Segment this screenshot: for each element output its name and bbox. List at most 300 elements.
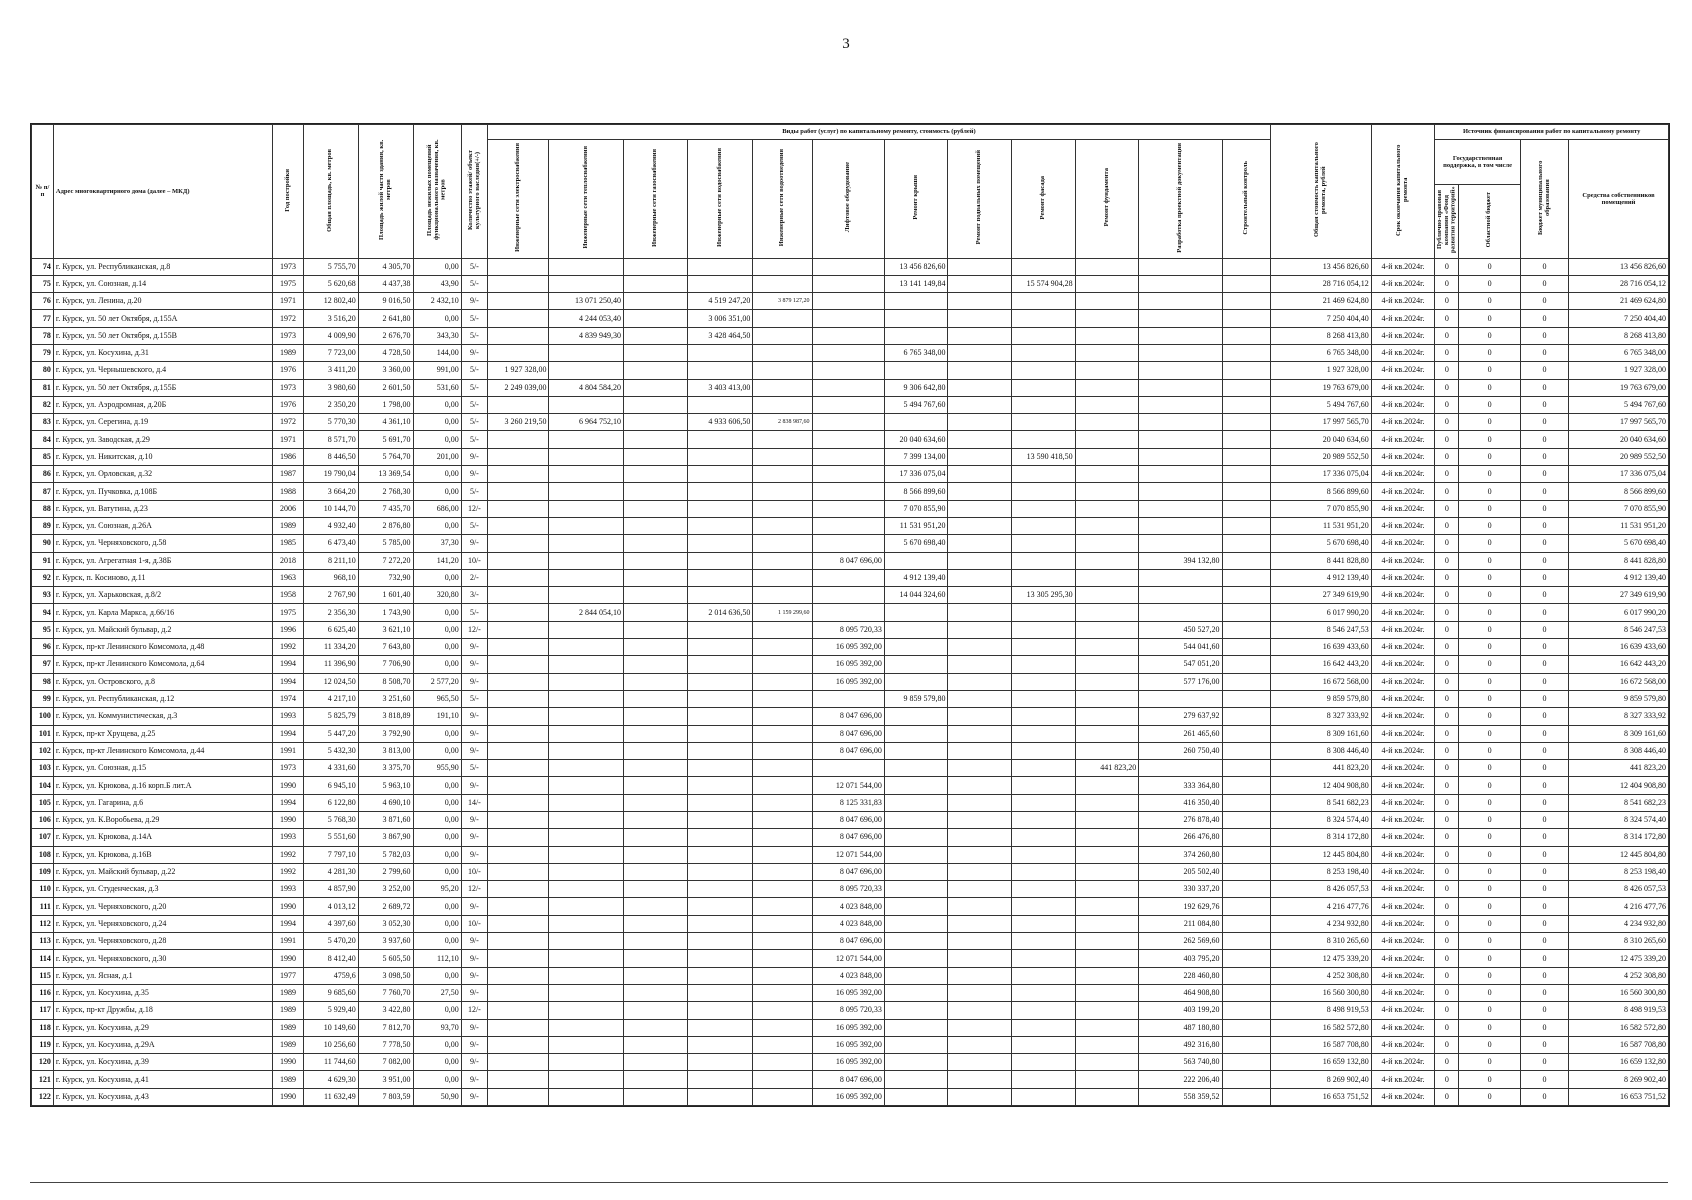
row-floors: 5/- — [461, 396, 487, 413]
row-work-cost — [1012, 794, 1076, 811]
row-work-cost: 4 023 848,00 — [812, 915, 884, 932]
row-work-cost — [687, 1019, 753, 1036]
row-number: 104 — [32, 777, 54, 794]
row-regional-amount: 0 — [1459, 777, 1520, 794]
row-work-cost — [687, 760, 753, 777]
row-total-cost: 20 989 552,50 — [1270, 448, 1371, 465]
row-work-cost: 4 519 247,20 — [687, 293, 753, 310]
row-number: 114 — [32, 950, 54, 967]
row-work-cost: 6 964 752,10 — [549, 414, 624, 431]
row-year: 1987 — [273, 466, 304, 483]
row-work-cost: 3 879 127,20 — [753, 293, 812, 310]
row-work-cost — [623, 742, 687, 759]
row-work-cost — [753, 742, 812, 759]
row-total-area: 968,10 — [303, 569, 358, 586]
row-work-cost — [884, 293, 948, 310]
row-work-cost: 16 095 392,00 — [812, 673, 884, 690]
row-owners-amount: 12 475 339,20 — [1569, 950, 1669, 967]
row-owners-amount: 8 308 446,40 — [1569, 742, 1669, 759]
row-work-cost — [488, 1002, 549, 1019]
row-work-cost: 2 014 636,50 — [687, 604, 753, 621]
row-work-cost — [1222, 863, 1270, 880]
row-floors: 5/- — [461, 275, 487, 292]
row-number: 90 — [32, 535, 54, 552]
row-work-cost — [753, 915, 812, 932]
row-work-cost — [1012, 379, 1076, 396]
row-work-cost — [1075, 984, 1139, 1001]
row-work-cost — [1012, 258, 1076, 275]
table-row — [32, 760, 1669, 777]
row-work-cost — [488, 569, 549, 586]
row-work-cost — [623, 898, 687, 915]
row-work-cost — [488, 483, 549, 500]
row-work-cost — [753, 1002, 812, 1019]
row-deadline: 4-й кв.2024г. — [1371, 1088, 1435, 1105]
row-number: 79 — [32, 344, 54, 361]
row-work-cost — [488, 1071, 549, 1088]
row-work-cost — [488, 517, 549, 534]
row-work-cost — [549, 396, 624, 413]
row-deadline: 4-й кв.2024г. — [1371, 587, 1435, 604]
row-work-cost: 9 306 642,80 — [884, 379, 948, 396]
row-work-cost — [884, 621, 948, 638]
row-work-cost — [753, 379, 812, 396]
row-total-area: 8 412,40 — [303, 950, 358, 967]
row-deadline: 4-й кв.2024г. — [1371, 310, 1435, 327]
row-nonliving-area: 0,00 — [413, 258, 461, 275]
row-total-cost: 7 070 855,90 — [1270, 500, 1371, 517]
table-row — [32, 1002, 1669, 1019]
row-number: 89 — [32, 517, 54, 534]
row-work-cost: 3 260 219,50 — [488, 414, 549, 431]
row-owners-amount: 20 989 552,50 — [1569, 448, 1669, 465]
row-work-cost: 544 041,60 — [1139, 639, 1222, 656]
row-work-cost — [623, 933, 687, 950]
row-nonliving-area: 0,00 — [413, 639, 461, 656]
row-nonliving-area: 0,00 — [413, 569, 461, 586]
row-municipal-amount: 0 — [1520, 552, 1568, 569]
row-work-cost: 464 908,80 — [1139, 984, 1222, 1001]
table-row — [32, 1019, 1669, 1036]
row-deadline: 4-й кв.2024г. — [1371, 656, 1435, 673]
row-work-cost — [687, 344, 753, 361]
row-work-cost — [488, 466, 549, 483]
row-work-cost — [1222, 708, 1270, 725]
row-year: 1993 — [273, 829, 304, 846]
row-address: г. Курск, ул. Чернышевского, д.4 — [53, 362, 272, 379]
row-regional-amount: 0 — [1459, 414, 1520, 431]
row-work-cost — [1222, 362, 1270, 379]
row-year: 1976 — [273, 396, 304, 413]
table-row — [32, 414, 1669, 431]
row-regional-amount: 0 — [1459, 1002, 1520, 1019]
row-work-cost: 487 180,80 — [1139, 1019, 1222, 1036]
row-total-cost: 441 823,20 — [1270, 760, 1371, 777]
row-living-area: 4 728,50 — [358, 344, 413, 361]
row-municipal-amount: 0 — [1520, 310, 1568, 327]
row-owners-amount: 6 017 990,20 — [1569, 604, 1669, 621]
row-work-cost — [753, 396, 812, 413]
row-total-cost: 16 672 568,00 — [1270, 673, 1371, 690]
row-work-cost — [488, 742, 549, 759]
row-work-cost — [1012, 293, 1076, 310]
row-nonliving-area: 43,90 — [413, 275, 461, 292]
row-work-cost — [1012, 569, 1076, 586]
row-municipal-amount: 0 — [1520, 448, 1568, 465]
row-work-cost — [1075, 1019, 1139, 1036]
row-work-cost — [488, 967, 549, 984]
row-work-cost — [549, 1019, 624, 1036]
row-work-cost — [753, 466, 812, 483]
row-floors: 9/- — [461, 812, 487, 829]
row-work-cost — [1139, 483, 1222, 500]
row-deadline: 4-й кв.2024г. — [1371, 708, 1435, 725]
row-work-cost: 3 006 351,00 — [687, 310, 753, 327]
row-deadline: 4-й кв.2024г. — [1371, 275, 1435, 292]
row-fund-amount: 0 — [1435, 1036, 1459, 1053]
row-nonliving-area: 0,00 — [413, 846, 461, 863]
row-regional-amount: 0 — [1459, 569, 1520, 586]
row-total-area: 4 397,60 — [303, 915, 358, 932]
row-deadline: 4-й кв.2024г. — [1371, 898, 1435, 915]
row-work-cost — [948, 1019, 1012, 1036]
row-work-cost — [1222, 967, 1270, 984]
row-work-cost — [549, 915, 624, 932]
row-work-cost — [884, 725, 948, 742]
row-address: г. Курск, ул. Островского, д.8 — [53, 673, 272, 690]
row-regional-amount: 0 — [1459, 760, 1520, 777]
row-total-area: 19 790,04 — [303, 466, 358, 483]
row-work-cost — [948, 690, 1012, 707]
row-work-cost: 8 047 696,00 — [812, 933, 884, 950]
row-address: г. Курск, ул. Черняховского, д.24 — [53, 915, 272, 932]
row-total-area: 8 571,70 — [303, 431, 358, 448]
row-work-cost: 4 933 606,50 — [687, 414, 753, 431]
row-regional-amount: 0 — [1459, 517, 1520, 534]
row-deadline: 4-й кв.2024г. — [1371, 344, 1435, 361]
row-work-cost — [488, 258, 549, 275]
row-living-area: 2 799,60 — [358, 863, 413, 880]
row-municipal-amount: 0 — [1520, 431, 1568, 448]
row-year: 1988 — [273, 483, 304, 500]
row-work-cost — [1075, 483, 1139, 500]
row-work-cost — [623, 863, 687, 880]
row-owners-amount: 9 859 579,80 — [1569, 690, 1669, 707]
row-fund-amount: 0 — [1435, 466, 1459, 483]
row-floors: 5/- — [461, 604, 487, 621]
row-work-cost: 13 590 418,50 — [1012, 448, 1076, 465]
row-owners-amount: 16 653 751,52 — [1569, 1088, 1669, 1105]
row-work-cost — [623, 794, 687, 811]
row-nonliving-area: 0,00 — [413, 604, 461, 621]
row-work-cost: 16 095 392,00 — [812, 984, 884, 1001]
row-work-cost — [623, 1036, 687, 1053]
row-work-cost — [1075, 1054, 1139, 1071]
row-work-cost — [884, 552, 948, 569]
row-work-cost — [1222, 517, 1270, 534]
row-work-cost — [1222, 414, 1270, 431]
row-regional-amount: 0 — [1459, 846, 1520, 863]
row-regional-amount: 0 — [1459, 344, 1520, 361]
row-work-cost: 1 159 299,60 — [753, 604, 812, 621]
col-deadline-header: Срок окончания капитального ремонта — [1371, 125, 1435, 259]
row-work-cost — [948, 587, 1012, 604]
row-work-cost — [948, 777, 1012, 794]
row-work-cost — [549, 950, 624, 967]
row-floors: 9/- — [461, 466, 487, 483]
row-work-cost — [1012, 1071, 1076, 1088]
row-work-cost — [948, 950, 1012, 967]
row-fund-amount: 0 — [1435, 414, 1459, 431]
row-work-cost — [687, 587, 753, 604]
row-work-cost — [488, 812, 549, 829]
row-work-cost — [488, 984, 549, 1001]
row-municipal-amount: 0 — [1520, 915, 1568, 932]
row-deadline: 4-й кв.2024г. — [1371, 863, 1435, 880]
row-work-cost: 8 095 720,33 — [812, 1002, 884, 1019]
row-work-cost — [488, 293, 549, 310]
row-address: г. Курск, ул. К.Воробьева, д.29 — [53, 812, 272, 829]
row-fund-amount: 0 — [1435, 863, 1459, 880]
row-year: 1963 — [273, 569, 304, 586]
row-work-cost: 266 476,80 — [1139, 829, 1222, 846]
row-regional-amount: 0 — [1459, 604, 1520, 621]
row-work-cost — [488, 1019, 549, 1036]
row-total-cost: 9 859 579,80 — [1270, 690, 1371, 707]
row-number: 84 — [32, 431, 54, 448]
row-floors: 5/- — [461, 362, 487, 379]
row-regional-amount: 0 — [1459, 431, 1520, 448]
row-municipal-amount: 0 — [1520, 725, 1568, 742]
row-living-area: 4 361,10 — [358, 414, 413, 431]
row-work-cost — [1139, 431, 1222, 448]
row-work-cost — [1139, 500, 1222, 517]
row-work-cost — [948, 1036, 1012, 1053]
row-living-area: 2 601,50 — [358, 379, 413, 396]
row-work-cost — [948, 327, 1012, 344]
row-work-cost — [1012, 344, 1076, 361]
row-work-cost — [623, 1054, 687, 1071]
row-work-cost — [948, 344, 1012, 361]
row-work-cost — [812, 344, 884, 361]
row-regional-amount: 0 — [1459, 258, 1520, 275]
row-work-cost — [687, 517, 753, 534]
row-floors: 5/- — [461, 258, 487, 275]
row-municipal-amount: 0 — [1520, 690, 1568, 707]
table-row — [32, 552, 1669, 569]
row-address: г. Курск, ул. Ясная, д.1 — [53, 967, 272, 984]
row-work-cost — [623, 639, 687, 656]
col-work-header: Ремонт подвальных помещений — [948, 140, 1012, 259]
row-address: г. Курск, ул. Республиканская, д.8 — [53, 258, 272, 275]
row-regional-amount: 0 — [1459, 690, 1520, 707]
row-work-cost — [884, 967, 948, 984]
row-municipal-amount: 0 — [1520, 344, 1568, 361]
row-number: 96 — [32, 639, 54, 656]
row-work-cost — [812, 258, 884, 275]
row-regional-amount: 0 — [1459, 898, 1520, 915]
row-work-cost — [812, 327, 884, 344]
row-total-cost: 8 498 919,53 — [1270, 1002, 1371, 1019]
row-total-area: 4 857,90 — [303, 881, 358, 898]
table-row — [32, 742, 1669, 759]
row-fund-amount: 0 — [1435, 933, 1459, 950]
row-deadline: 4-й кв.2024г. — [1371, 673, 1435, 690]
row-work-cost — [623, 569, 687, 586]
row-owners-amount: 27 349 619,90 — [1569, 587, 1669, 604]
row-fund-amount: 0 — [1435, 448, 1459, 465]
row-work-cost — [1222, 915, 1270, 932]
row-work-cost — [687, 1002, 753, 1019]
row-work-cost — [1075, 344, 1139, 361]
row-floors: 9/- — [461, 742, 487, 759]
row-work-cost — [687, 1088, 753, 1105]
row-address: г. Курск, ул. Республиканская, д.12 — [53, 690, 272, 707]
row-work-cost — [1139, 293, 1222, 310]
row-address: г. Курск, ул. Пучковка, д.108Б — [53, 483, 272, 500]
row-work-cost: 492 316,80 — [1139, 1036, 1222, 1053]
row-living-area: 2 876,80 — [358, 517, 413, 534]
row-number: 103 — [32, 760, 54, 777]
row-year: 1985 — [273, 535, 304, 552]
row-work-cost — [753, 500, 812, 517]
row-work-cost — [884, 881, 948, 898]
row-living-area: 732,90 — [358, 569, 413, 586]
row-owners-amount: 5 670 698,40 — [1569, 535, 1669, 552]
row-address: г. Курск, ул. Черняховского, д.20 — [53, 898, 272, 915]
row-address: г. Курск, ул. Орловская, д.32 — [53, 466, 272, 483]
table-row — [32, 396, 1669, 413]
row-owners-amount: 8 314 172,80 — [1569, 829, 1669, 846]
row-municipal-amount: 0 — [1520, 760, 1568, 777]
row-work-cost: 4 912 139,40 — [884, 569, 948, 586]
row-floors: 5/- — [461, 690, 487, 707]
row-work-cost — [1222, 950, 1270, 967]
row-deadline: 4-й кв.2024г. — [1371, 448, 1435, 465]
row-total-cost: 4 252 308,80 — [1270, 967, 1371, 984]
row-work-cost — [623, 414, 687, 431]
row-fund-amount: 0 — [1435, 760, 1459, 777]
row-deadline: 4-й кв.2024г. — [1371, 794, 1435, 811]
row-work-cost — [1222, 690, 1270, 707]
row-municipal-amount: 0 — [1520, 777, 1568, 794]
table-row — [32, 293, 1669, 310]
row-deadline: 4-й кв.2024г. — [1371, 396, 1435, 413]
row-regional-amount: 0 — [1459, 535, 1520, 552]
row-work-cost: 8 047 696,00 — [812, 863, 884, 880]
row-work-cost — [753, 1036, 812, 1053]
row-work-cost — [1075, 898, 1139, 915]
row-work-cost — [623, 293, 687, 310]
row-work-cost — [623, 690, 687, 707]
row-work-cost — [812, 362, 884, 379]
row-work-cost — [1075, 1088, 1139, 1105]
row-deadline: 4-й кв.2024г. — [1371, 639, 1435, 656]
row-year: 1975 — [273, 275, 304, 292]
row-work-cost — [1222, 829, 1270, 846]
row-work-cost — [687, 362, 753, 379]
row-total-area: 11 396,90 — [303, 656, 358, 673]
row-regional-amount: 0 — [1459, 863, 1520, 880]
row-floors: 9/- — [461, 777, 487, 794]
row-owners-amount: 16 587 708,80 — [1569, 1036, 1669, 1053]
row-floors: 5/- — [461, 414, 487, 431]
row-work-cost — [1139, 517, 1222, 534]
row-address: г. Курск, ул. Косухина, д.43 — [53, 1088, 272, 1105]
row-work-cost: 279 637,92 — [1139, 708, 1222, 725]
row-work-cost — [687, 984, 753, 1001]
row-work-cost — [623, 344, 687, 361]
row-work-cost — [1222, 881, 1270, 898]
row-work-cost: 17 336 075,04 — [884, 466, 948, 483]
row-work-cost — [1012, 967, 1076, 984]
row-year: 1989 — [273, 1019, 304, 1036]
row-living-area: 3 375,70 — [358, 760, 413, 777]
row-work-cost — [687, 673, 753, 690]
row-municipal-amount: 0 — [1520, 1088, 1568, 1105]
row-work-cost — [1012, 1002, 1076, 1019]
row-total-area: 3 516,20 — [303, 310, 358, 327]
row-work-cost: 7 070 855,90 — [884, 500, 948, 517]
row-fund-amount: 0 — [1435, 1088, 1459, 1105]
row-owners-amount: 16 659 132,80 — [1569, 1054, 1669, 1071]
row-total-cost: 17 336 075,04 — [1270, 466, 1371, 483]
row-work-cost — [1075, 431, 1139, 448]
row-total-cost: 8 253 198,40 — [1270, 863, 1371, 880]
row-work-cost — [1139, 379, 1222, 396]
row-fund-amount: 0 — [1435, 725, 1459, 742]
row-living-area: 5 785,00 — [358, 535, 413, 552]
row-work-cost — [884, 984, 948, 1001]
row-municipal-amount: 0 — [1520, 466, 1568, 483]
row-owners-amount: 6 765 348,00 — [1569, 344, 1669, 361]
row-number: 93 — [32, 587, 54, 604]
col-year-header: Год постройки — [273, 125, 304, 259]
row-work-cost — [687, 829, 753, 846]
row-work-cost — [1222, 293, 1270, 310]
row-work-cost: 16 095 392,00 — [812, 1054, 884, 1071]
row-work-cost — [884, 1019, 948, 1036]
row-work-cost — [623, 448, 687, 465]
row-work-cost — [1139, 310, 1222, 327]
row-work-cost — [687, 1054, 753, 1071]
row-total-cost: 6 765 348,00 — [1270, 344, 1371, 361]
row-nonliving-area: 0,00 — [413, 517, 461, 534]
row-work-cost — [948, 1088, 1012, 1105]
row-work-cost — [812, 431, 884, 448]
row-year: 1990 — [273, 898, 304, 915]
row-floors: 10/- — [461, 863, 487, 880]
row-floors: 9/- — [461, 639, 487, 656]
row-floors: 12/- — [461, 1002, 487, 1019]
row-address: г. Курск, пр-кт Ленинского Комсомола, д.64 — [53, 656, 272, 673]
row-year: 1991 — [273, 742, 304, 759]
row-work-cost — [488, 621, 549, 638]
row-work-cost — [1139, 396, 1222, 413]
row-fund-amount: 0 — [1435, 708, 1459, 725]
row-work-cost — [1012, 846, 1076, 863]
row-municipal-amount: 0 — [1520, 1054, 1568, 1071]
row-regional-amount: 0 — [1459, 1088, 1520, 1105]
row-work-cost — [812, 466, 884, 483]
row-fund-amount: 0 — [1435, 881, 1459, 898]
row-number: 113 — [32, 933, 54, 950]
row-owners-amount: 16 642 443,20 — [1569, 656, 1669, 673]
row-work-cost — [948, 258, 1012, 275]
row-living-area: 4 437,38 — [358, 275, 413, 292]
row-work-cost — [549, 863, 624, 880]
row-work-cost — [549, 984, 624, 1001]
